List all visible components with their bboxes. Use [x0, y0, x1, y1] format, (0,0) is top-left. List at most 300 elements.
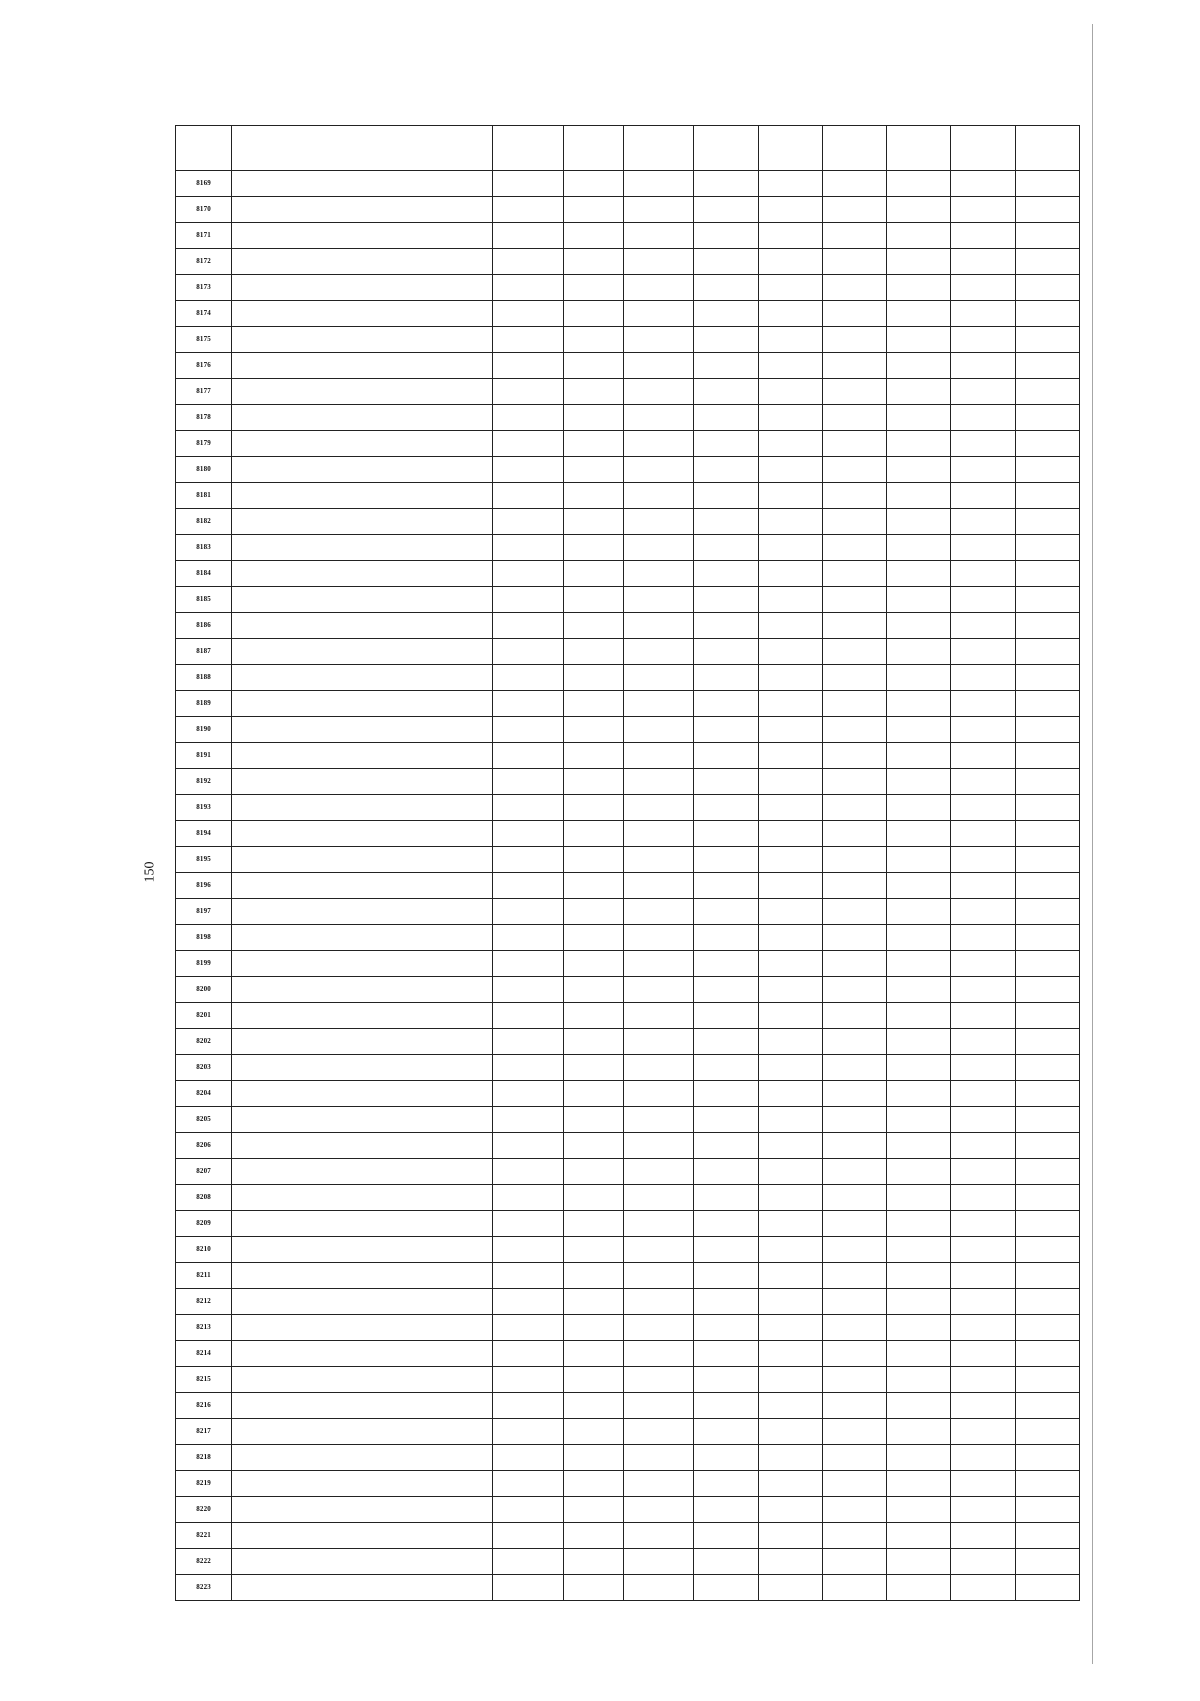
- table-row: [176, 561, 1080, 587]
- address-cell: [232, 717, 493, 743]
- area-cell: [623, 405, 693, 431]
- facade-cell: [887, 769, 951, 795]
- facade-cell: [887, 301, 951, 327]
- year-cell: [493, 613, 563, 639]
- area-cell: [623, 899, 693, 925]
- lifts-cell: [822, 1211, 886, 1237]
- foundation-cell: [951, 1393, 1015, 1419]
- foundation-cell: [951, 587, 1015, 613]
- basement-cell: [1015, 1315, 1079, 1341]
- area-cell: [623, 1263, 693, 1289]
- roof-cell: [694, 1445, 758, 1471]
- floors-cell: [563, 561, 623, 587]
- vis-cell: [758, 1159, 822, 1185]
- facade-cell: [887, 1445, 951, 1471]
- foundation-cell: [951, 1263, 1015, 1289]
- facade-cell: [887, 249, 951, 275]
- facade-cell: [887, 977, 951, 1003]
- address-cell: [232, 379, 493, 405]
- facade-cell: [887, 275, 951, 301]
- floors-cell: [563, 613, 623, 639]
- basement-cell: [1015, 1419, 1079, 1445]
- foundation-cell: [951, 1523, 1015, 1549]
- lifts-cell: [822, 795, 886, 821]
- row-index: 8212: [176, 1289, 232, 1315]
- year-cell: [493, 691, 563, 717]
- vis-cell: [758, 639, 822, 665]
- row-index: 8182: [176, 509, 232, 535]
- floors-cell: [563, 977, 623, 1003]
- basement-cell: [1015, 1211, 1079, 1237]
- year-cell: [493, 847, 563, 873]
- foundation-cell: [951, 353, 1015, 379]
- vis-cell: [758, 1055, 822, 1081]
- foundation-cell: [951, 1185, 1015, 1211]
- basement-cell: [1015, 1497, 1079, 1523]
- foundation-cell: [951, 535, 1015, 561]
- year-cell: [493, 1289, 563, 1315]
- basement-cell: [1015, 821, 1079, 847]
- year-cell: [493, 1263, 563, 1289]
- foundation-cell: [951, 899, 1015, 925]
- roof-cell: [694, 1211, 758, 1237]
- facade-cell: [887, 1497, 951, 1523]
- address-cell: [232, 665, 493, 691]
- row-index: 8223: [176, 1575, 232, 1601]
- table-row: [176, 587, 1080, 613]
- basement-cell: [1015, 665, 1079, 691]
- address-cell: [232, 847, 493, 873]
- basement-cell: [1015, 717, 1079, 743]
- row-index: 8214: [176, 1341, 232, 1367]
- basement-cell: [1015, 1471, 1079, 1497]
- header-lifts: [822, 126, 886, 171]
- area-cell: [623, 1393, 693, 1419]
- address-cell: [232, 1237, 493, 1263]
- lifts-cell: [822, 1575, 886, 1601]
- floors-cell: [563, 457, 623, 483]
- table-row: [176, 353, 1080, 379]
- floors-cell: [563, 1263, 623, 1289]
- foundation-cell: [951, 197, 1015, 223]
- floors-cell: [563, 587, 623, 613]
- vis-cell: [758, 1315, 822, 1341]
- facade-cell: [887, 639, 951, 665]
- area-cell: [623, 535, 693, 561]
- address-cell: [232, 1133, 493, 1159]
- roof-cell: [694, 1029, 758, 1055]
- basement-cell: [1015, 353, 1079, 379]
- year-cell: [493, 483, 563, 509]
- table-row: [176, 639, 1080, 665]
- year-cell: [493, 1445, 563, 1471]
- area-cell: [623, 1341, 693, 1367]
- vis-cell: [758, 275, 822, 301]
- lifts-cell: [822, 665, 886, 691]
- lifts-cell: [822, 1029, 886, 1055]
- basement-cell: [1015, 275, 1079, 301]
- lifts-cell: [822, 1081, 886, 1107]
- year-cell: [493, 197, 563, 223]
- basement-cell: [1015, 1289, 1079, 1315]
- area-cell: [623, 639, 693, 665]
- roof-cell: [694, 951, 758, 977]
- row-index: 8174: [176, 301, 232, 327]
- floors-cell: [563, 1575, 623, 1601]
- area-cell: [623, 275, 693, 301]
- address-cell: [232, 873, 493, 899]
- area-cell: [623, 691, 693, 717]
- lifts-cell: [822, 1237, 886, 1263]
- table-row: [176, 275, 1080, 301]
- lifts-cell: [822, 171, 886, 197]
- vis-cell: [758, 1445, 822, 1471]
- header-basement: [1015, 126, 1079, 171]
- roof-cell: [694, 1055, 758, 1081]
- area-cell: [623, 1029, 693, 1055]
- row-index: 8200: [176, 977, 232, 1003]
- year-cell: [493, 665, 563, 691]
- table-row: [176, 613, 1080, 639]
- roof-cell: [694, 1315, 758, 1341]
- row-index: 8178: [176, 405, 232, 431]
- basement-cell: [1015, 1523, 1079, 1549]
- year-cell: [493, 1393, 563, 1419]
- table-row: [176, 1341, 1080, 1367]
- year-cell: [493, 171, 563, 197]
- vis-cell: [758, 1471, 822, 1497]
- lifts-cell: [822, 431, 886, 457]
- vis-cell: [758, 509, 822, 535]
- row-index: 8177: [176, 379, 232, 405]
- year-cell: [493, 353, 563, 379]
- row-index: 8191: [176, 743, 232, 769]
- foundation-cell: [951, 977, 1015, 1003]
- facade-cell: [887, 795, 951, 821]
- facade-cell: [887, 613, 951, 639]
- roof-cell: [694, 223, 758, 249]
- roof-cell: [694, 431, 758, 457]
- header-year: [493, 126, 563, 171]
- address-cell: [232, 301, 493, 327]
- row-index: 8198: [176, 925, 232, 951]
- roof-cell: [694, 925, 758, 951]
- lifts-cell: [822, 327, 886, 353]
- area-cell: [623, 1107, 693, 1133]
- table-row: [176, 873, 1080, 899]
- area-cell: [623, 379, 693, 405]
- address-cell: [232, 1341, 493, 1367]
- address-cell: [232, 977, 493, 1003]
- basement-cell: [1015, 795, 1079, 821]
- area-cell: [623, 327, 693, 353]
- lifts-cell: [822, 769, 886, 795]
- vis-cell: [758, 301, 822, 327]
- roof-cell: [694, 1263, 758, 1289]
- vis-cell: [758, 795, 822, 821]
- row-index: 8222: [176, 1549, 232, 1575]
- area-cell: [623, 457, 693, 483]
- table-row: [176, 665, 1080, 691]
- vis-cell: [758, 1393, 822, 1419]
- facade-cell: [887, 1367, 951, 1393]
- floors-cell: [563, 743, 623, 769]
- row-index: 8220: [176, 1497, 232, 1523]
- basement-cell: [1015, 873, 1079, 899]
- row-index: 8183: [176, 535, 232, 561]
- year-cell: [493, 1575, 563, 1601]
- foundation-cell: [951, 171, 1015, 197]
- row-index: 8169: [176, 171, 232, 197]
- floors-cell: [563, 379, 623, 405]
- roof-cell: [694, 1549, 758, 1575]
- facade-cell: [887, 1211, 951, 1237]
- address-cell: [232, 1315, 493, 1341]
- foundation-cell: [951, 1133, 1015, 1159]
- vis-cell: [758, 717, 822, 743]
- year-cell: [493, 1497, 563, 1523]
- vis-cell: [758, 1237, 822, 1263]
- row-index: 8218: [176, 1445, 232, 1471]
- facade-cell: [887, 925, 951, 951]
- area-cell: [623, 873, 693, 899]
- address-cell: [232, 1185, 493, 1211]
- floors-cell: [563, 1133, 623, 1159]
- year-cell: [493, 457, 563, 483]
- foundation-cell: [951, 275, 1015, 301]
- basement-cell: [1015, 899, 1079, 925]
- foundation-cell: [951, 1081, 1015, 1107]
- lifts-cell: [822, 353, 886, 379]
- year-cell: [493, 873, 563, 899]
- roof-cell: [694, 509, 758, 535]
- year-cell: [493, 1107, 563, 1133]
- floors-cell: [563, 1367, 623, 1393]
- basement-cell: [1015, 951, 1079, 977]
- facade-cell: [887, 847, 951, 873]
- area-cell: [623, 561, 693, 587]
- table-row: [176, 1133, 1080, 1159]
- area-cell: [623, 1315, 693, 1341]
- table-row: [176, 1029, 1080, 1055]
- row-index: 8219: [176, 1471, 232, 1497]
- address-cell: [232, 1367, 493, 1393]
- basement-cell: [1015, 483, 1079, 509]
- table-row: [176, 431, 1080, 457]
- area-cell: [623, 171, 693, 197]
- roof-cell: [694, 1523, 758, 1549]
- vis-cell: [758, 1185, 822, 1211]
- address-cell: [232, 197, 493, 223]
- area-cell: [623, 925, 693, 951]
- table-row: [176, 405, 1080, 431]
- foundation-cell: [951, 301, 1015, 327]
- basement-cell: [1015, 431, 1079, 457]
- foundation-cell: [951, 483, 1015, 509]
- table-row: [176, 379, 1080, 405]
- floors-cell: [563, 535, 623, 561]
- foundation-cell: [951, 223, 1015, 249]
- basement-cell: [1015, 171, 1079, 197]
- basement-cell: [1015, 249, 1079, 275]
- table-row: [176, 691, 1080, 717]
- floors-cell: [563, 275, 623, 301]
- lifts-cell: [822, 457, 886, 483]
- foundation-cell: [951, 925, 1015, 951]
- row-index: 8172: [176, 249, 232, 275]
- floors-cell: [563, 223, 623, 249]
- facade-cell: [887, 587, 951, 613]
- year-cell: [493, 1549, 563, 1575]
- table-row: [176, 951, 1080, 977]
- facade-cell: [887, 509, 951, 535]
- basement-cell: [1015, 1081, 1079, 1107]
- vis-cell: [758, 1523, 822, 1549]
- floors-cell: [563, 691, 623, 717]
- basement-cell: [1015, 1549, 1079, 1575]
- foundation-cell: [951, 457, 1015, 483]
- area-cell: [623, 795, 693, 821]
- lifts-cell: [822, 1445, 886, 1471]
- area-cell: [623, 1055, 693, 1081]
- address-cell: [232, 1393, 493, 1419]
- floors-cell: [563, 509, 623, 535]
- facade-cell: [887, 379, 951, 405]
- lifts-cell: [822, 873, 886, 899]
- floors-cell: [563, 1419, 623, 1445]
- area-cell: [623, 665, 693, 691]
- lifts-cell: [822, 1367, 886, 1393]
- foundation-cell: [951, 1029, 1015, 1055]
- year-cell: [493, 249, 563, 275]
- lifts-cell: [822, 587, 886, 613]
- facade-cell: [887, 743, 951, 769]
- foundation-cell: [951, 743, 1015, 769]
- table-row: [176, 301, 1080, 327]
- header-index: [176, 126, 232, 171]
- foundation-cell: [951, 1341, 1015, 1367]
- vis-cell: [758, 223, 822, 249]
- facade-cell: [887, 327, 951, 353]
- area-cell: [623, 1081, 693, 1107]
- table-row: [176, 821, 1080, 847]
- lifts-cell: [822, 1133, 886, 1159]
- foundation-cell: [951, 873, 1015, 899]
- foundation-cell: [951, 639, 1015, 665]
- address-cell: [232, 1003, 493, 1029]
- facade-cell: [887, 1237, 951, 1263]
- basement-cell: [1015, 977, 1079, 1003]
- vis-cell: [758, 925, 822, 951]
- basement-cell: [1015, 1185, 1079, 1211]
- address-cell: [232, 925, 493, 951]
- table-row: [176, 717, 1080, 743]
- foundation-cell: [951, 1549, 1015, 1575]
- area-cell: [623, 223, 693, 249]
- basement-cell: [1015, 509, 1079, 535]
- lifts-cell: [822, 301, 886, 327]
- row-index: 8217: [176, 1419, 232, 1445]
- lifts-cell: [822, 1341, 886, 1367]
- header-facade: [887, 126, 951, 171]
- roof-cell: [694, 1497, 758, 1523]
- vis-cell: [758, 1081, 822, 1107]
- floors-cell: [563, 847, 623, 873]
- foundation-cell: [951, 1211, 1015, 1237]
- address-cell: [232, 587, 493, 613]
- roof-cell: [694, 769, 758, 795]
- header-area: [623, 126, 693, 171]
- vis-cell: [758, 977, 822, 1003]
- facade-cell: [887, 431, 951, 457]
- table-row: [176, 1107, 1080, 1133]
- row-index: 8181: [176, 483, 232, 509]
- floors-cell: [563, 951, 623, 977]
- table-row: [176, 1419, 1080, 1445]
- floors-cell: [563, 171, 623, 197]
- address-cell: [232, 613, 493, 639]
- year-cell: [493, 1133, 563, 1159]
- roof-cell: [694, 1003, 758, 1029]
- table-body: [176, 171, 1080, 1601]
- lifts-cell: [822, 379, 886, 405]
- roof-cell: [694, 639, 758, 665]
- vis-cell: [758, 535, 822, 561]
- row-index: 8175: [176, 327, 232, 353]
- year-cell: [493, 509, 563, 535]
- basement-cell: [1015, 327, 1079, 353]
- address-cell: [232, 1289, 493, 1315]
- scan-vertical-line: [1092, 24, 1093, 1664]
- lifts-cell: [822, 925, 886, 951]
- lifts-cell: [822, 483, 886, 509]
- schedule-table: [175, 125, 1080, 1601]
- address-cell: [232, 405, 493, 431]
- address-cell: [232, 1497, 493, 1523]
- area-cell: [623, 1237, 693, 1263]
- row-index: 8187: [176, 639, 232, 665]
- vis-cell: [758, 1419, 822, 1445]
- facade-cell: [887, 1029, 951, 1055]
- header-vis: [758, 126, 822, 171]
- foundation-cell: [951, 327, 1015, 353]
- vis-cell: [758, 847, 822, 873]
- header-address: [232, 126, 493, 171]
- vis-cell: [758, 561, 822, 587]
- address-cell: [232, 509, 493, 535]
- row-index: 8205: [176, 1107, 232, 1133]
- roof-cell: [694, 1419, 758, 1445]
- row-index: 8213: [176, 1315, 232, 1341]
- vis-cell: [758, 1107, 822, 1133]
- header-floors: [563, 126, 623, 171]
- lifts-cell: [822, 1523, 886, 1549]
- row-index: 8221: [176, 1523, 232, 1549]
- row-index: 8192: [176, 769, 232, 795]
- basement-cell: [1015, 613, 1079, 639]
- table-row: [176, 509, 1080, 535]
- year-cell: [493, 1419, 563, 1445]
- table-row: [176, 795, 1080, 821]
- basement-cell: [1015, 1055, 1079, 1081]
- vis-cell: [758, 665, 822, 691]
- facade-cell: [887, 483, 951, 509]
- address-cell: [232, 1549, 493, 1575]
- vis-cell: [758, 691, 822, 717]
- roof-cell: [694, 1107, 758, 1133]
- table-row: [176, 925, 1080, 951]
- area-cell: [623, 613, 693, 639]
